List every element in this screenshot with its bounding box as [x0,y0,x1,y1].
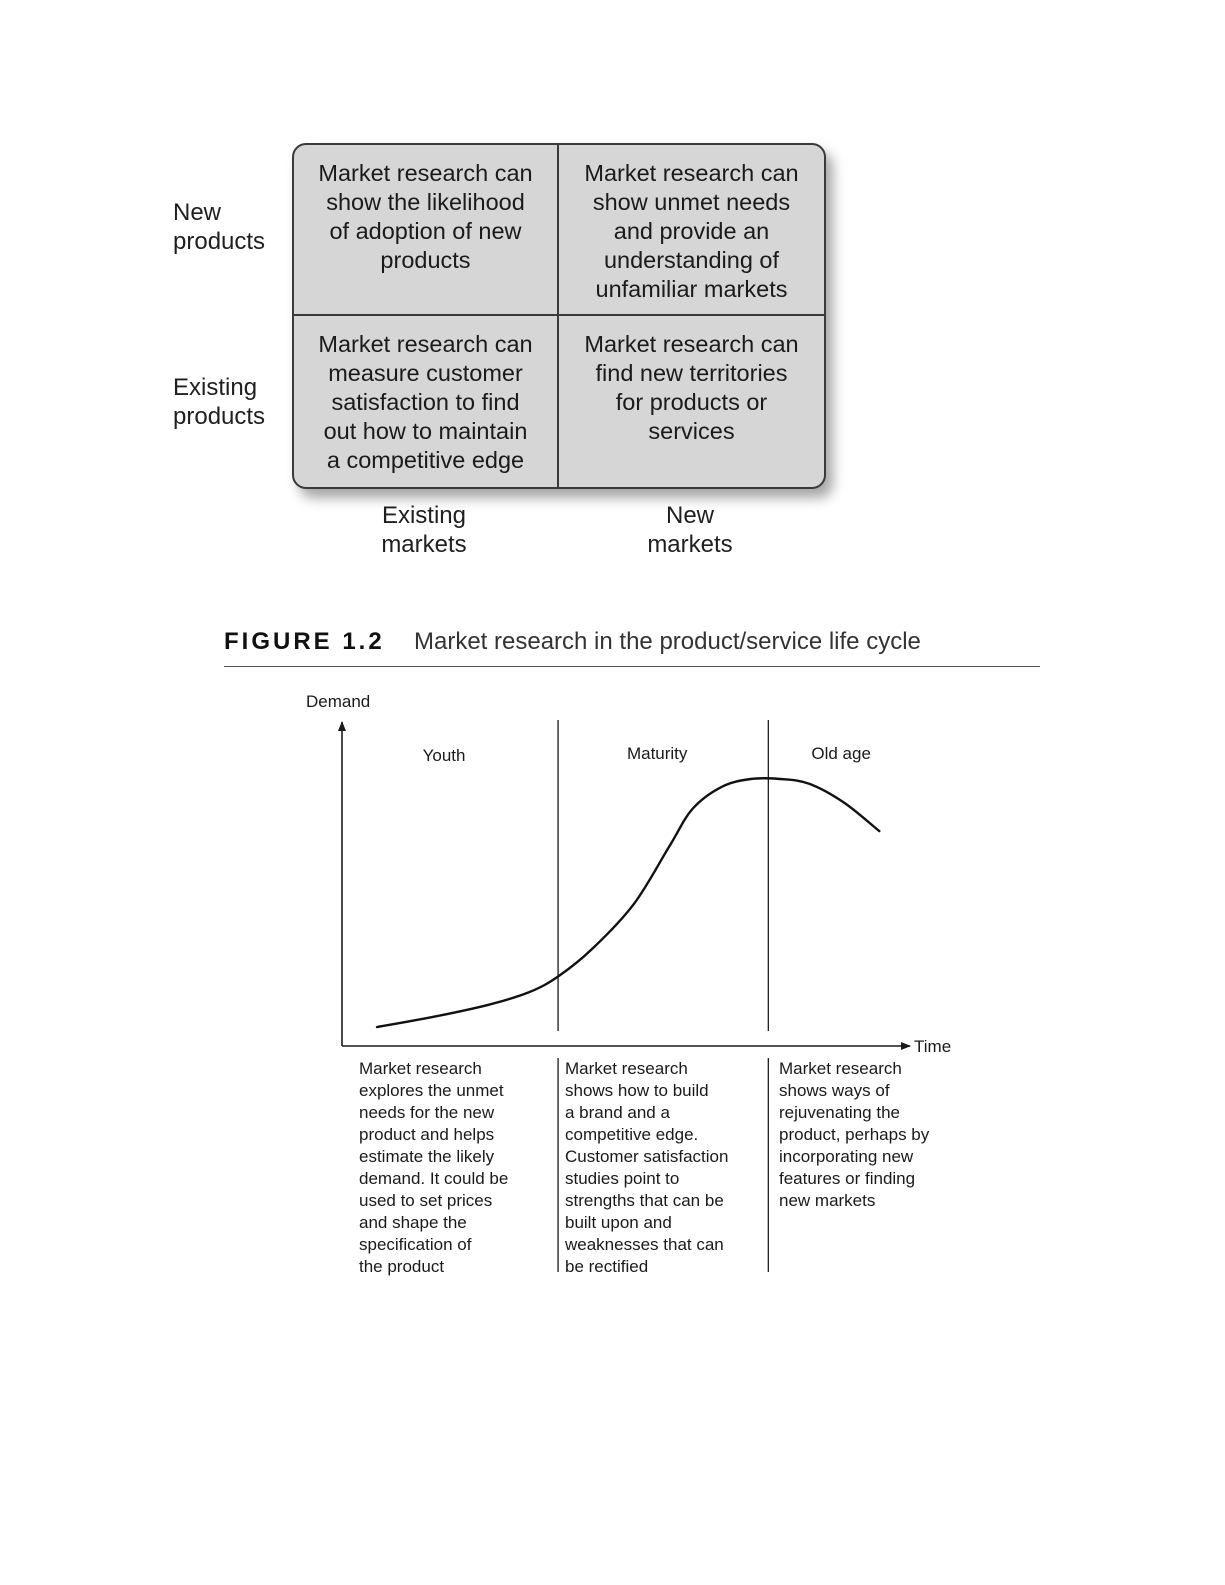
row-label-line: Existing [173,374,258,401]
stage-label-old-age: Old age [811,744,871,763]
cell-line: unfamiliar markets [595,276,788,302]
row-label-line: products [173,403,266,430]
cell-line: for products or [615,389,768,415]
cell-line: and provide an [613,218,770,244]
stage-description-maturity [565,1058,750,1278]
cell-line: Market research can [318,160,533,186]
desc-line: shows how to build [565,1081,709,1100]
col-label-line: markets [647,531,733,558]
desc-line: product and helps [359,1125,495,1144]
col-label-line: New [665,502,714,529]
desc-line: and shape the [359,1213,467,1232]
cell-line: show the likelihood [326,189,525,215]
x-axis-label: Time [914,1037,952,1056]
desc-line: explores the unmet [359,1081,504,1100]
cell-line: a competitive edge [326,447,525,473]
desc-line: needs for the new [359,1103,495,1122]
desc-line: estimate the likely [359,1147,495,1166]
cell-line: understanding of [603,247,780,273]
desc-line: strengths that can be [565,1191,724,1210]
col-label-line: markets [381,531,467,558]
stage-label-maturity: Maturity [626,744,688,763]
desc-line: incorporating new [779,1147,914,1166]
cell-line: show unmet needs [592,189,791,215]
cell-line: Market research can [318,331,533,357]
desc-line: Market research [565,1059,688,1078]
desc-line: shows ways of [779,1081,890,1100]
desc-line: demand. It could be [359,1169,509,1188]
cell-line: satisfaction to find [331,389,520,415]
desc-line: product, perhaps by [779,1125,930,1144]
desc-line: features or finding [779,1169,916,1188]
desc-line: studies point to [565,1169,680,1188]
figure-number: FIGURE 1.2 [224,628,385,655]
desc-line: the product [359,1257,445,1276]
desc-line: Customer satisfaction [565,1147,729,1166]
cell-line: of adoption of new [329,218,522,244]
desc-line: weaknesses that can [565,1235,724,1254]
row-label-line: products [173,228,266,255]
desc-line: Market research [779,1059,902,1078]
demand-curve [377,778,879,1027]
desc-line: a brand and a [565,1103,670,1122]
cell-line: find new territories [595,360,788,386]
cell-line: services [648,418,735,444]
stage-label-youth: Youth [422,746,466,765]
desc-line: rejuvenating the [779,1103,900,1122]
desc-line: new markets [779,1191,876,1210]
cell-line: measure customer [328,360,523,386]
desc-line: specification of [359,1235,472,1254]
desc-line: Market research [359,1059,482,1078]
cell-line: out how to maintain [323,418,528,444]
desc-line: used to set prices [359,1191,493,1210]
figure-caption: Market research in the product/service life cycle [414,628,921,655]
y-axis-label: Demand [306,692,371,711]
desc-line: be rectified [565,1257,649,1276]
cell-line: Market research can [584,331,799,357]
col-label-line: Existing [381,502,467,529]
cell-line: Market research can [584,160,799,186]
desc-line: competitive edge. [565,1125,699,1144]
cell-line: products [380,247,471,273]
stage-description-old-age [779,1058,964,1212]
row-label-line: New [173,199,222,226]
desc-line: built upon and [565,1213,672,1232]
stage-description-youth [359,1058,544,1278]
